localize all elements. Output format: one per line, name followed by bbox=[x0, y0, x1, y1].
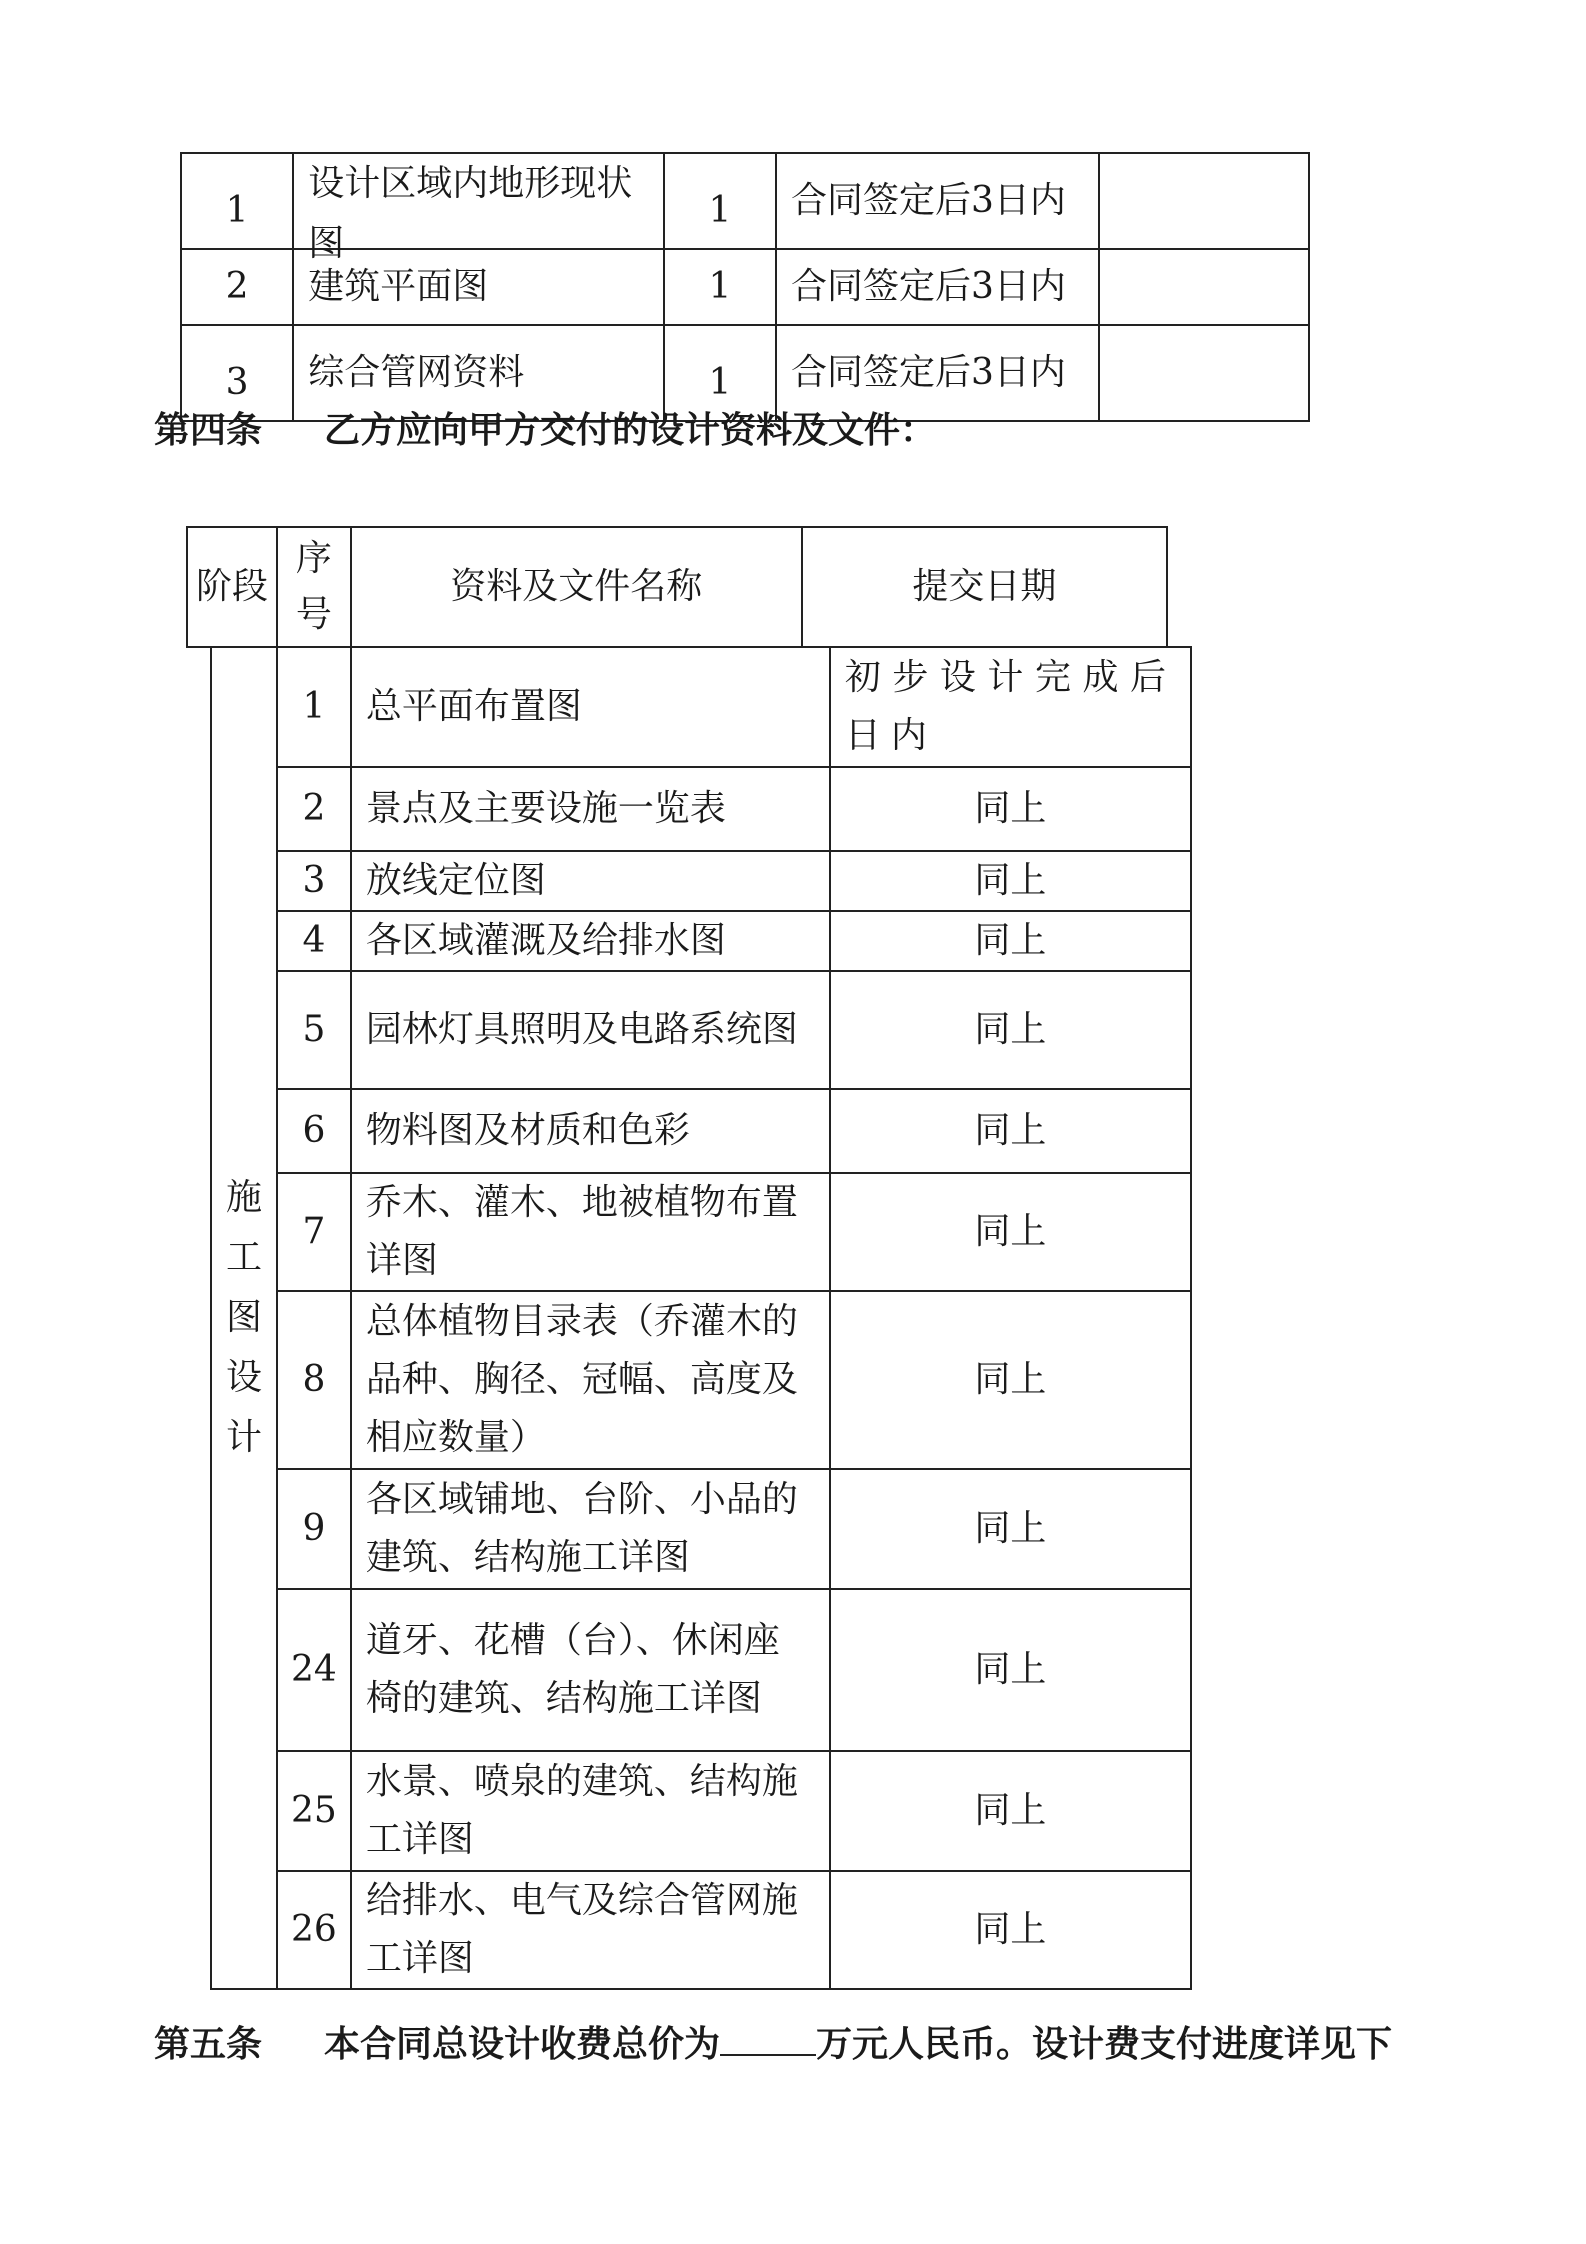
document-name: 建筑平面图 bbox=[293, 249, 664, 325]
table-row bbox=[211, 767, 1191, 851]
row-number: 5 bbox=[277, 971, 351, 1089]
quantity: 1 bbox=[664, 325, 776, 421]
submit-date: 同上 bbox=[830, 971, 1191, 1089]
deliverables-table bbox=[210, 646, 1192, 1990]
row-number: 6 bbox=[277, 1089, 351, 1173]
table-row bbox=[181, 249, 1309, 325]
document-name: 总平面布置图 bbox=[351, 647, 830, 767]
document-name: 放线定位图 bbox=[351, 851, 830, 911]
header-document-name: 资料及文件名称 bbox=[351, 527, 802, 647]
document-name: 园林灯具照明及电路系统图 bbox=[351, 971, 830, 1089]
submit-date: 同上 bbox=[830, 1469, 1191, 1589]
provide-time: 合同签定后3日内 bbox=[776, 249, 1099, 325]
row-number: 2 bbox=[181, 249, 293, 325]
article-text: 乙方应向甲方交付的设计资料及文件： bbox=[324, 410, 937, 451]
header-number: 序号 bbox=[277, 527, 351, 647]
article-5-heading bbox=[154, 2016, 1392, 2067]
row-number: 3 bbox=[277, 851, 351, 911]
quantity: 1 bbox=[664, 249, 776, 325]
materials-provided-table bbox=[180, 152, 1310, 422]
submit-date: 同上 bbox=[830, 1871, 1191, 1989]
phase-cell: 施工图设计 bbox=[211, 647, 277, 1989]
row-number: 4 bbox=[277, 911, 351, 971]
note-cell bbox=[1099, 153, 1309, 249]
table-row bbox=[211, 647, 1191, 767]
note-cell bbox=[1099, 249, 1309, 325]
header-submit-date: 提交日期 bbox=[802, 527, 1167, 647]
table-row bbox=[211, 1089, 1191, 1173]
submit-date: 同上 bbox=[830, 911, 1191, 971]
table-row bbox=[211, 1469, 1191, 1589]
submit-date: 同上 bbox=[830, 1589, 1191, 1751]
document-name: 各区域灌溉及给排水图 bbox=[351, 911, 830, 971]
table-row bbox=[211, 1589, 1191, 1751]
header-phase: 阶段 bbox=[187, 527, 277, 647]
row-number: 2 bbox=[277, 767, 351, 851]
row-number: 24 bbox=[277, 1589, 351, 1751]
document-name: 道牙、花槽（台）、休闲座椅的建筑、结构施工详图 bbox=[351, 1589, 830, 1751]
article-text-after: 万元人民币。设计费支付进度详见下 bbox=[816, 2024, 1393, 2065]
document-name: 设计区域内地形现状图 bbox=[293, 153, 664, 249]
submit-date: 同上 bbox=[830, 1751, 1191, 1871]
table-row bbox=[211, 1173, 1191, 1291]
row-number: 26 bbox=[277, 1871, 351, 1989]
table-row bbox=[211, 911, 1191, 971]
submit-date: 同上 bbox=[830, 1291, 1191, 1469]
row-number: 8 bbox=[277, 1291, 351, 1469]
row-number: 9 bbox=[277, 1469, 351, 1589]
document-name: 景点及主要设施一览表 bbox=[351, 767, 830, 851]
table-row bbox=[211, 1871, 1191, 1989]
article-4-heading bbox=[154, 402, 936, 453]
table-row bbox=[211, 971, 1191, 1089]
submit-date: 同上 bbox=[830, 851, 1191, 911]
submit-date: 同上 bbox=[830, 1089, 1191, 1173]
submit-date: 初步设计完成后日内 bbox=[830, 647, 1191, 767]
submit-date: 同上 bbox=[830, 1173, 1191, 1291]
article-text-before: 本合同总设计收费总价为 bbox=[324, 2024, 721, 2065]
deliverables-table-header bbox=[186, 526, 1168, 648]
row-number: 1 bbox=[181, 153, 293, 249]
row-number: 3 bbox=[181, 325, 293, 421]
document-name: 水景、喷泉的建筑、结构施工详图 bbox=[351, 1751, 830, 1871]
article-label: 第五条 bbox=[154, 2024, 263, 2065]
provide-time: 合同签定后3日内 bbox=[776, 153, 1099, 249]
row-number: 7 bbox=[277, 1173, 351, 1291]
document-name: 物料图及材质和色彩 bbox=[351, 1089, 830, 1173]
row-number: 1 bbox=[277, 647, 351, 767]
article-label: 第四条 bbox=[154, 410, 263, 451]
table-row bbox=[181, 153, 1309, 249]
table-row bbox=[211, 851, 1191, 911]
note-cell bbox=[1099, 325, 1309, 421]
table-row bbox=[211, 1291, 1191, 1469]
document-name: 给排水、电气及综合管网施工详图 bbox=[351, 1871, 830, 1989]
table-row bbox=[211, 1751, 1191, 1871]
submit-date: 同上 bbox=[830, 767, 1191, 851]
quantity: 1 bbox=[664, 153, 776, 249]
document-name: 总体植物目录表（乔灌木的品种、胸径、冠幅、高度及相应数量） bbox=[351, 1291, 830, 1469]
document-name: 各区域铺地、台阶、小品的建筑、结构施工详图 bbox=[351, 1469, 830, 1589]
row-number: 25 bbox=[277, 1751, 351, 1871]
fee-blank bbox=[720, 2020, 816, 2056]
document-name: 乔木、灌木、地被植物布置详图 bbox=[351, 1173, 830, 1291]
document-name: 综合管网资料 bbox=[293, 325, 664, 421]
provide-time: 合同签定后3日内 bbox=[776, 325, 1099, 421]
header-row bbox=[187, 527, 1167, 647]
